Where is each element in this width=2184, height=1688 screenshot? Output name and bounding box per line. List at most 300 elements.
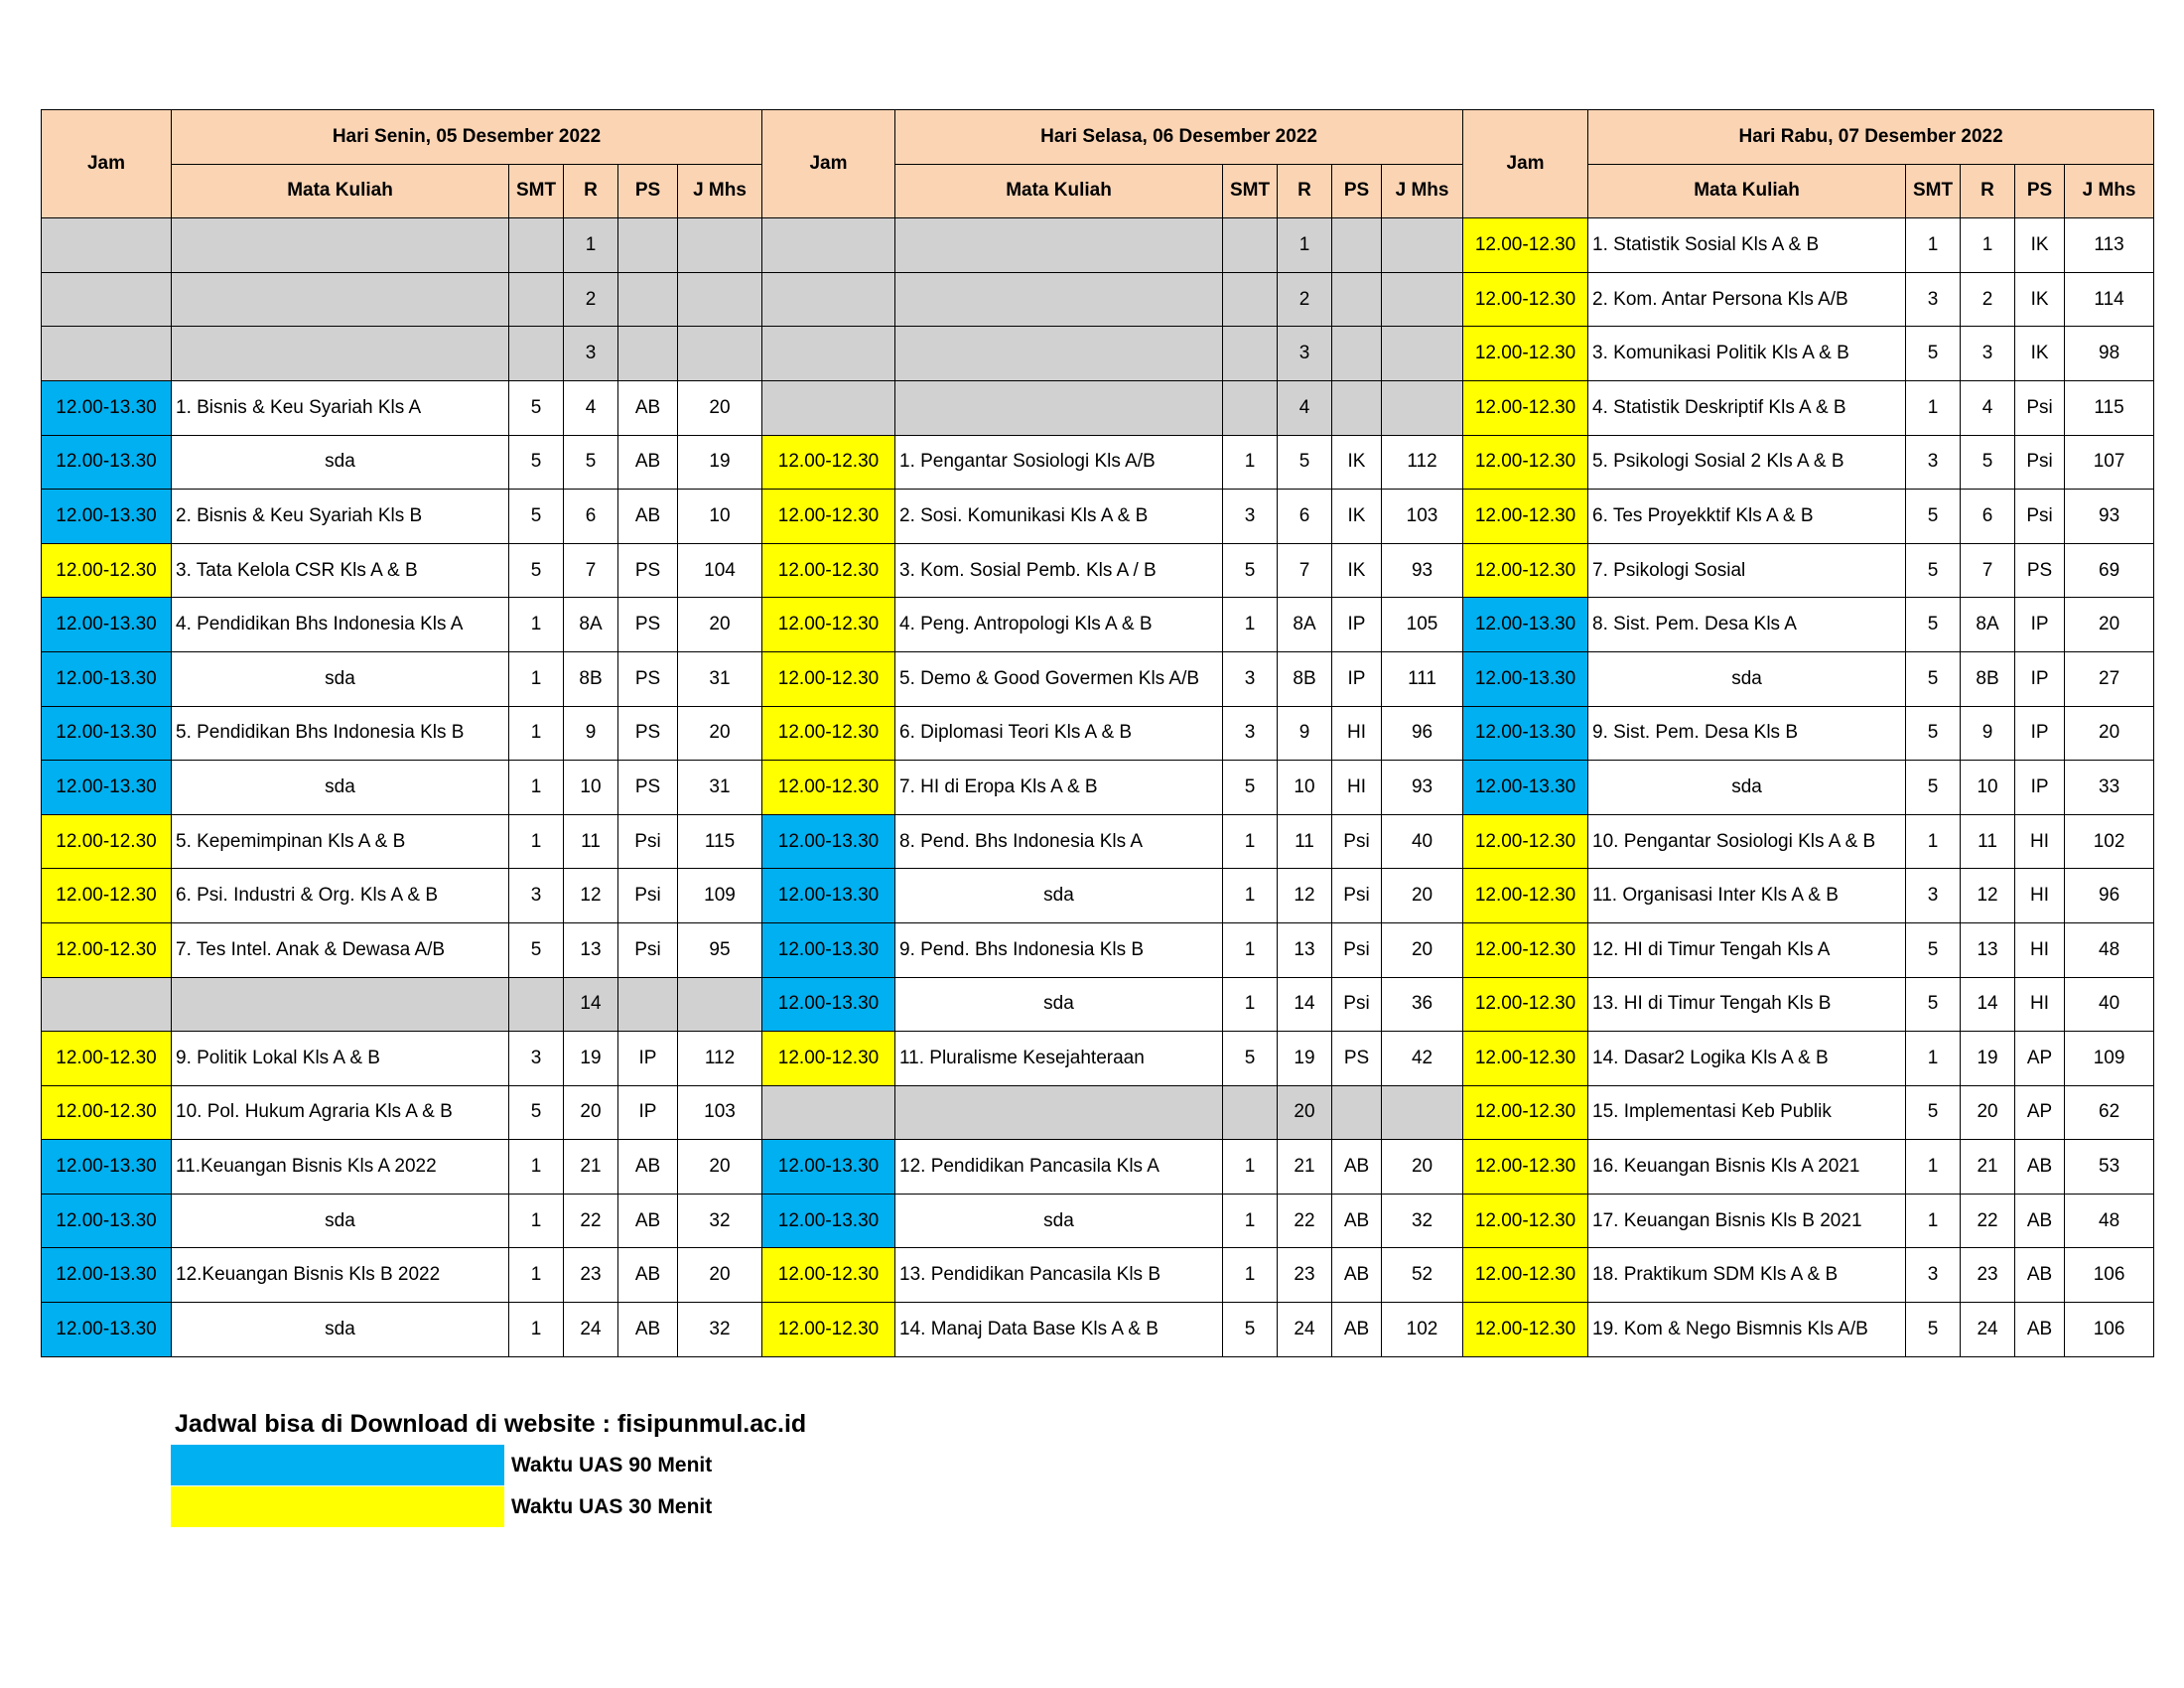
room-cell: 19 [1961, 1032, 2015, 1086]
mata-kuliah-header: Mata Kuliah [1588, 164, 1906, 218]
room-cell: 11 [564, 814, 618, 869]
smt-cell: 1 [1906, 380, 1961, 435]
smt-cell: 1 [1223, 1140, 1278, 1195]
ps-cell: Psi [1332, 922, 1382, 977]
jam-cell: 12.00-12.30 [762, 598, 895, 652]
day-title: Hari Senin, 05 Desember 2022 [172, 110, 762, 165]
table-row [42, 1032, 2154, 1086]
mata-kuliah-cell: 1. Statistik Sosial Kls A & B [1588, 218, 1906, 273]
jmhs-cell: 20 [1382, 1140, 1463, 1195]
table-row [42, 543, 2154, 598]
smt-cell: 1 [509, 598, 564, 652]
ps-cell [1332, 327, 1382, 381]
jmhs-cell: 102 [2065, 814, 2154, 869]
jam-cell [42, 977, 172, 1032]
mata-kuliah-cell [172, 977, 509, 1032]
ps-cell: AB [2015, 1140, 2065, 1195]
ps-cell: AB [618, 1303, 678, 1357]
smt-cell: 1 [509, 1248, 564, 1303]
ps-cell: PS [618, 598, 678, 652]
room-cell: 2 [1961, 272, 2015, 327]
jam-cell: 12.00-13.30 [42, 651, 172, 706]
smt-cell: 5 [1906, 490, 1961, 544]
mata-kuliah-cell: 3. Tata Kelola CSR Kls A & B [172, 543, 509, 598]
ps-cell: AB [1332, 1248, 1382, 1303]
ps-cell: IP [618, 1085, 678, 1140]
ps-cell: AB [1332, 1303, 1382, 1357]
room-cell: 8A [1278, 598, 1332, 652]
room-cell: 13 [1961, 922, 2015, 977]
ps-cell: HI [2015, 869, 2065, 923]
mata-kuliah-cell: 2. Sosi. Komunikasi Kls A & B [895, 490, 1223, 544]
mata-kuliah-cell: 14. Dasar2 Logika Kls A & B [1588, 1032, 1906, 1086]
jam-cell: 12.00-13.30 [42, 761, 172, 815]
jmhs-cell: 62 [2065, 1085, 2154, 1140]
mata-kuliah-cell: sda [172, 1303, 509, 1357]
smt-cell: 3 [1223, 651, 1278, 706]
smt-cell: 1 [1223, 814, 1278, 869]
mata-kuliah-cell: 13. HI di Timur Tengah Kls B [1588, 977, 1906, 1032]
mata-kuliah-cell [895, 218, 1223, 273]
smt-cell: 5 [1223, 1303, 1278, 1357]
table-row [42, 761, 2154, 815]
mata-kuliah-cell [895, 272, 1223, 327]
jmhs-cell: 20 [2065, 598, 2154, 652]
jam-cell: 12.00-13.30 [42, 435, 172, 490]
ps-cell: Psi [1332, 869, 1382, 923]
jmhs-cell: 109 [678, 869, 762, 923]
jam-cell: 12.00-12.30 [1463, 327, 1588, 381]
mata-kuliah-cell: sda [172, 651, 509, 706]
room-cell: 8B [1278, 651, 1332, 706]
ps-header: PS [1332, 164, 1382, 218]
smt-cell: 1 [509, 706, 564, 761]
jam-cell [762, 380, 895, 435]
smt-cell: 1 [509, 1194, 564, 1248]
room-cell: 8A [564, 598, 618, 652]
jam-cell: 12.00-12.30 [1463, 435, 1588, 490]
jam-cell: 12.00-13.30 [42, 1303, 172, 1357]
ps-cell: HI [2015, 922, 2065, 977]
jmhs-cell: 106 [2065, 1303, 2154, 1357]
exam-schedule-table [41, 109, 2154, 1357]
legend-swatch-90 [171, 1445, 504, 1485]
r-header: R [1961, 164, 2015, 218]
legend-label-90: Waktu UAS 90 Menit [511, 1454, 713, 1477]
download-note: Jadwal bisa di Download di website : fisipunmul.ac.id [175, 1410, 807, 1438]
jam-cell: 12.00-12.30 [42, 1032, 172, 1086]
jam-header: Jam [1463, 110, 1588, 218]
jmhs-cell: 93 [1382, 761, 1463, 815]
mata-kuliah-cell: 12. HI di Timur Tengah Kls A [1588, 922, 1906, 977]
ps-cell: IP [2015, 598, 2065, 652]
legend-label-30: Waktu UAS 30 Menit [511, 1495, 713, 1518]
table-row [42, 1248, 2154, 1303]
mata-kuliah-cell: sda [895, 1194, 1223, 1248]
jam-cell: 12.00-12.30 [1463, 1140, 1588, 1195]
mata-kuliah-cell: 9. Politik Lokal Kls A & B [172, 1032, 509, 1086]
jam-cell: 12.00-13.30 [762, 977, 895, 1032]
smt-cell: 3 [1906, 272, 1961, 327]
jam-cell: 12.00-12.30 [42, 543, 172, 598]
smt-cell [509, 977, 564, 1032]
table-row [42, 435, 2154, 490]
jmhs-header: J Mhs [2065, 164, 2154, 218]
jmhs-cell [1382, 380, 1463, 435]
room-cell: 13 [564, 922, 618, 977]
smt-cell: 1 [1906, 814, 1961, 869]
jmhs-cell: 104 [678, 543, 762, 598]
jam-cell: 12.00-12.30 [1463, 1303, 1588, 1357]
ps-cell: IK [2015, 272, 2065, 327]
jam-cell: 12.00-12.30 [762, 543, 895, 598]
jam-cell: 12.00-12.30 [1463, 1194, 1588, 1248]
day-title: Hari Selasa, 06 Desember 2022 [895, 110, 1463, 165]
mata-kuliah-cell: 7. Tes Intel. Anak & Dewasa A/B [172, 922, 509, 977]
jam-cell: 12.00-12.30 [1463, 814, 1588, 869]
room-cell: 21 [564, 1140, 618, 1195]
ps-cell: PS [618, 651, 678, 706]
mata-kuliah-cell: 11. Organisasi Inter Kls A & B [1588, 869, 1906, 923]
smt-cell: 5 [1223, 543, 1278, 598]
room-cell: 12 [1278, 869, 1332, 923]
ps-cell: IP [2015, 761, 2065, 815]
smt-cell: 1 [1223, 598, 1278, 652]
jam-cell: 12.00-13.30 [42, 490, 172, 544]
jmhs-cell [1382, 272, 1463, 327]
smt-cell: 3 [1906, 435, 1961, 490]
table-row [42, 651, 2154, 706]
jmhs-cell: 107 [2065, 435, 2154, 490]
jmhs-cell: 20 [1382, 869, 1463, 923]
room-cell: 24 [1278, 1303, 1332, 1357]
smt-cell: 3 [509, 869, 564, 923]
ps-cell: AB [618, 490, 678, 544]
ps-cell [618, 327, 678, 381]
ps-cell: PS [618, 706, 678, 761]
smt-cell: 1 [509, 1303, 564, 1357]
jmhs-cell: 93 [1382, 543, 1463, 598]
mata-kuliah-cell: 6. Tes Proyekktif Kls A & B [1588, 490, 1906, 544]
ps-cell: HI [2015, 814, 2065, 869]
jmhs-cell: 114 [2065, 272, 2154, 327]
jam-cell: 12.00-12.30 [1463, 543, 1588, 598]
ps-cell: AB [1332, 1140, 1382, 1195]
ps-cell [618, 977, 678, 1032]
mata-kuliah-cell: sda [172, 435, 509, 490]
smt-cell: 1 [509, 1140, 564, 1195]
room-cell: 9 [564, 706, 618, 761]
mata-kuliah-cell [895, 1085, 1223, 1140]
mata-kuliah-cell: 11. Pluralisme Kesejahteraan [895, 1032, 1223, 1086]
jam-cell: 12.00-13.30 [42, 1140, 172, 1195]
jam-cell [42, 272, 172, 327]
smt-cell: 5 [1223, 1032, 1278, 1086]
room-cell: 6 [1961, 490, 2015, 544]
jam-cell: 12.00-12.30 [1463, 1085, 1588, 1140]
smt-cell: 5 [1906, 977, 1961, 1032]
jmhs-cell: 52 [1382, 1248, 1463, 1303]
smt-cell: 5 [1906, 761, 1961, 815]
smt-cell: 1 [1223, 922, 1278, 977]
ps-cell: IK [1332, 543, 1382, 598]
column-header-row [42, 164, 2154, 218]
room-cell: 24 [1961, 1303, 2015, 1357]
jam-cell: 12.00-12.30 [42, 922, 172, 977]
room-cell: 23 [1278, 1248, 1332, 1303]
jam-cell: 12.00-12.30 [1463, 380, 1588, 435]
smt-cell: 1 [1906, 1140, 1961, 1195]
ps-cell: Psi [618, 869, 678, 923]
ps-cell: AB [618, 435, 678, 490]
smt-cell: 5 [509, 380, 564, 435]
ps-cell: Psi [1332, 977, 1382, 1032]
smt-cell: 5 [509, 490, 564, 544]
jmhs-cell: 115 [678, 814, 762, 869]
mata-kuliah-cell: sda [895, 869, 1223, 923]
smt-header: SMT [1223, 164, 1278, 218]
jam-cell: 12.00-13.30 [1463, 651, 1588, 706]
mata-kuliah-cell: 7. HI di Eropa Kls A & B [895, 761, 1223, 815]
jmhs-cell: 40 [2065, 977, 2154, 1032]
ps-cell: IK [1332, 435, 1382, 490]
room-cell: 8B [1961, 651, 2015, 706]
ps-cell: HI [1332, 706, 1382, 761]
jam-cell: 12.00-13.30 [42, 706, 172, 761]
ps-cell: IK [2015, 218, 2065, 273]
jmhs-cell: 42 [1382, 1032, 1463, 1086]
smt-cell: 1 [1223, 435, 1278, 490]
jam-cell [762, 218, 895, 273]
jmhs-cell: 48 [2065, 922, 2154, 977]
jmhs-cell: 40 [1382, 814, 1463, 869]
mata-kuliah-cell: 6. Diplomasi Teori Kls A & B [895, 706, 1223, 761]
jam-cell [762, 272, 895, 327]
jmhs-cell: 102 [1382, 1303, 1463, 1357]
jam-cell [42, 327, 172, 381]
smt-cell: 5 [1906, 598, 1961, 652]
jmhs-header: J Mhs [678, 164, 762, 218]
mata-kuliah-cell: 4. Pendidikan Bhs Indonesia Kls A [172, 598, 509, 652]
jmhs-cell: 20 [678, 1248, 762, 1303]
room-cell: 8A [1961, 598, 2015, 652]
mata-kuliah-cell: 16. Keuangan Bisnis Kls A 2021 [1588, 1140, 1906, 1195]
mata-kuliah-cell: 5. Demo & Good Govermen Kls A/B [895, 651, 1223, 706]
jam-cell: 12.00-13.30 [762, 1140, 895, 1195]
room-cell: 7 [564, 543, 618, 598]
room-cell: 22 [1278, 1194, 1332, 1248]
jmhs-cell: 98 [2065, 327, 2154, 381]
jmhs-cell: 48 [2065, 1194, 2154, 1248]
smt-header: SMT [1906, 164, 1961, 218]
table-row [42, 490, 2154, 544]
room-cell: 14 [1278, 977, 1332, 1032]
smt-cell: 5 [509, 435, 564, 490]
jam-cell: 12.00-13.30 [1463, 761, 1588, 815]
room-cell: 13 [1278, 922, 1332, 977]
mata-kuliah-cell: sda [1588, 761, 1906, 815]
jam-cell: 12.00-12.30 [762, 435, 895, 490]
smt-cell: 3 [1906, 869, 1961, 923]
ps-cell: HI [1332, 761, 1382, 815]
ps-cell [1332, 272, 1382, 327]
jam-cell: 12.00-12.30 [762, 706, 895, 761]
room-cell: 1 [1278, 218, 1332, 273]
ps-cell: PS [1332, 1032, 1382, 1086]
smt-cell [509, 272, 564, 327]
table-row [42, 380, 2154, 435]
room-cell: 1 [564, 218, 618, 273]
jmhs-cell: 20 [678, 598, 762, 652]
room-cell: 10 [564, 761, 618, 815]
table-row [42, 327, 2154, 381]
table-row [42, 869, 2154, 923]
r-header: R [1278, 164, 1332, 218]
smt-cell [1223, 1085, 1278, 1140]
mata-kuliah-cell: 4. Peng. Antropologi Kls A & B [895, 598, 1223, 652]
ps-header: PS [618, 164, 678, 218]
room-cell: 6 [564, 490, 618, 544]
smt-cell: 5 [1906, 543, 1961, 598]
room-cell: 4 [1278, 380, 1332, 435]
smt-cell: 1 [1223, 1194, 1278, 1248]
jmhs-cell [678, 977, 762, 1032]
mata-kuliah-cell: 9. Pend. Bhs Indonesia Kls B [895, 922, 1223, 977]
mata-kuliah-cell [895, 380, 1223, 435]
room-cell: 2 [1278, 272, 1332, 327]
jam-cell: 12.00-12.30 [1463, 1248, 1588, 1303]
jam-cell [762, 327, 895, 381]
room-cell: 4 [564, 380, 618, 435]
mata-kuliah-cell: 5. Pendidikan Bhs Indonesia Kls B [172, 706, 509, 761]
jam-cell: 12.00-12.30 [762, 1303, 895, 1357]
smt-cell [1223, 272, 1278, 327]
mata-kuliah-cell: 10. Pengantar Sosiologi Kls A & B [1588, 814, 1906, 869]
smt-cell [1223, 380, 1278, 435]
day-header-row [42, 110, 2154, 165]
mata-kuliah-cell: 7. Psikologi Sosial [1588, 543, 1906, 598]
mata-kuliah-cell: 10. Pol. Hukum Agraria Kls A & B [172, 1085, 509, 1140]
ps-cell: Psi [2015, 435, 2065, 490]
mata-kuliah-cell: sda [895, 977, 1223, 1032]
ps-cell: IP [2015, 706, 2065, 761]
room-cell: 22 [564, 1194, 618, 1248]
mata-kuliah-cell: 11.Keuangan Bisnis Kls A 2022 [172, 1140, 509, 1195]
room-cell: 8B [564, 651, 618, 706]
mata-kuliah-cell: 8. Sist. Pem. Desa Kls A [1588, 598, 1906, 652]
jmhs-cell: 27 [2065, 651, 2154, 706]
schedule-body [42, 218, 2154, 1356]
smt-cell: 1 [1223, 869, 1278, 923]
mata-kuliah-cell: 6. Psi. Industri & Org. Kls A & B [172, 869, 509, 923]
jam-cell: 12.00-12.30 [42, 1085, 172, 1140]
ps-cell: PS [618, 543, 678, 598]
jam-header: Jam [42, 110, 172, 218]
jmhs-cell [678, 272, 762, 327]
ps-cell: AB [618, 1248, 678, 1303]
jam-cell: 12.00-12.30 [1463, 869, 1588, 923]
jmhs-cell: 69 [2065, 543, 2154, 598]
room-cell: 22 [1961, 1194, 2015, 1248]
jmhs-cell: 95 [678, 922, 762, 977]
mata-kuliah-cell: 5. Kepemimpinan Kls A & B [172, 814, 509, 869]
room-cell: 9 [1961, 706, 2015, 761]
room-cell: 20 [1961, 1085, 2015, 1140]
room-cell: 14 [564, 977, 618, 1032]
jmhs-cell: 20 [1382, 922, 1463, 977]
jam-cell: 12.00-13.30 [1463, 598, 1588, 652]
room-cell: 24 [564, 1303, 618, 1357]
jmhs-cell: 111 [1382, 651, 1463, 706]
smt-cell: 5 [509, 1085, 564, 1140]
ps-cell [1332, 1085, 1382, 1140]
jam-cell: 12.00-12.30 [762, 1032, 895, 1086]
room-cell: 11 [1961, 814, 2015, 869]
table-row [42, 814, 2154, 869]
room-cell: 5 [1278, 435, 1332, 490]
smt-cell [509, 218, 564, 273]
jmhs-cell: 31 [678, 651, 762, 706]
smt-cell [1223, 218, 1278, 273]
jmhs-cell: 33 [2065, 761, 2154, 815]
ps-cell: AB [618, 380, 678, 435]
jmhs-cell: 32 [678, 1303, 762, 1357]
jmhs-header: J Mhs [1382, 164, 1463, 218]
smt-cell: 1 [1906, 1032, 1961, 1086]
jam-cell: 12.00-13.30 [1463, 706, 1588, 761]
ps-cell [618, 218, 678, 273]
jam-cell: 12.00-12.30 [762, 490, 895, 544]
room-cell: 2 [564, 272, 618, 327]
room-cell: 20 [1278, 1085, 1332, 1140]
smt-cell: 1 [1906, 218, 1961, 273]
smt-cell: 5 [1906, 706, 1961, 761]
jam-cell: 12.00-13.30 [42, 380, 172, 435]
jmhs-cell: 93 [2065, 490, 2154, 544]
jmhs-cell: 53 [2065, 1140, 2154, 1195]
jmhs-cell: 20 [678, 1140, 762, 1195]
mata-kuliah-cell: 19. Kom & Nego Bismnis Kls A/B [1588, 1303, 1906, 1357]
smt-cell: 1 [1223, 977, 1278, 1032]
jam-cell: 12.00-13.30 [762, 1194, 895, 1248]
day-title: Hari Rabu, 07 Desember 2022 [1588, 110, 2154, 165]
jam-cell: 12.00-13.30 [42, 598, 172, 652]
mata-kuliah-cell: 18. Praktikum SDM Kls A & B [1588, 1248, 1906, 1303]
ps-cell: AB [618, 1140, 678, 1195]
room-cell: 21 [1961, 1140, 2015, 1195]
table-row [42, 218, 2154, 273]
ps-cell: AB [2015, 1248, 2065, 1303]
ps-cell [1332, 380, 1382, 435]
jam-cell: 12.00-13.30 [42, 1194, 172, 1248]
ps-cell: Psi [1332, 814, 1382, 869]
mata-kuliah-cell: 13. Pendidikan Pancasila Kls B [895, 1248, 1223, 1303]
smt-cell: 1 [509, 651, 564, 706]
room-cell: 6 [1278, 490, 1332, 544]
mata-kuliah-cell: 2. Kom. Antar Persona Kls A/B [1588, 272, 1906, 327]
table-row [42, 1140, 2154, 1195]
smt-cell: 1 [1906, 1194, 1961, 1248]
jmhs-cell: 96 [1382, 706, 1463, 761]
jmhs-cell: 105 [1382, 598, 1463, 652]
ps-cell: AB [1332, 1194, 1382, 1248]
ps-cell: IK [2015, 327, 2065, 381]
jmhs-cell: 109 [2065, 1032, 2154, 1086]
room-cell: 7 [1961, 543, 2015, 598]
table-row [42, 272, 2154, 327]
r-header: R [564, 164, 618, 218]
ps-cell: IP [1332, 598, 1382, 652]
